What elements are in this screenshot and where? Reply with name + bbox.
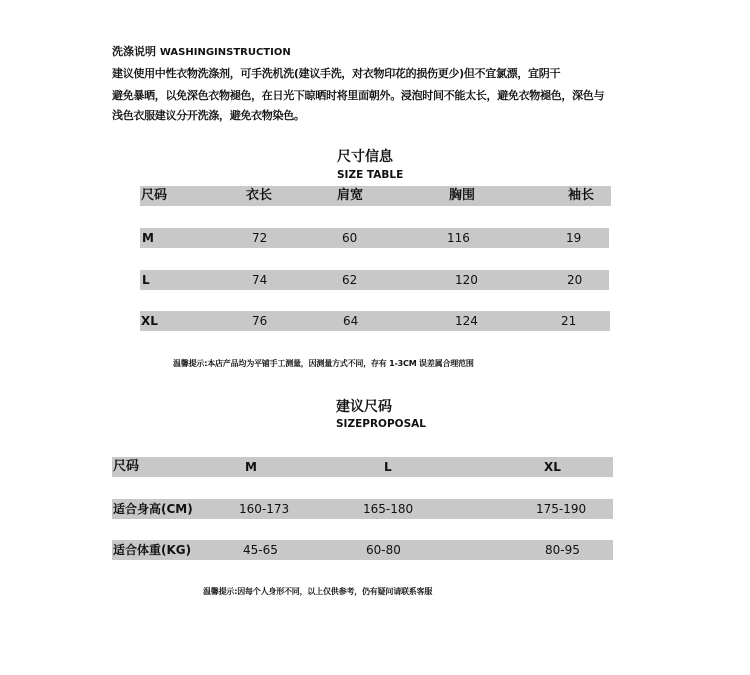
washing-title-en: WASHINGINSTRUCTION	[159, 47, 291, 58]
table-header-cell: 袖长	[568, 188, 595, 203]
table-cell: 45-65	[243, 543, 278, 557]
table-header-cell: 衣长	[246, 188, 273, 203]
table-cell: 62	[342, 273, 358, 287]
table-cell: 74	[252, 273, 268, 287]
size-table-subtitle: SIZE TABLE	[337, 169, 404, 181]
size-table-note: 温馨提示:本店产品均为平铺手工测量，因测量方式不同，存有 1-3CM 误差属合理范围	[173, 359, 474, 368]
table-cell: 120	[455, 273, 478, 287]
table-cell: 60-80	[366, 543, 401, 557]
table-header-cell: XL	[544, 460, 561, 474]
table-cell: 80-95	[545, 543, 580, 557]
table-cell: 60	[342, 231, 358, 245]
table-header-cell: M	[245, 460, 257, 474]
table-header-bar	[112, 457, 613, 477]
table-cell: 72	[252, 231, 268, 245]
table-cell: 175-190	[536, 502, 587, 516]
table-cell: L	[142, 273, 150, 287]
table-cell: 76	[252, 314, 268, 328]
table-cell: 165-180	[363, 502, 414, 516]
size-table-title: 尺寸信息	[337, 149, 393, 165]
table-row	[140, 228, 609, 248]
washing-line: 避免暴晒，以免深色衣物褪色，在日光下晾晒时将里面朝外。浸泡时间不能太长，避免衣物褪色，深色与	[112, 89, 605, 102]
table-header-cell: 胸围	[449, 188, 476, 203]
table-header-cell: L	[384, 460, 392, 474]
size-proposal-title: 建议尺码	[336, 399, 392, 415]
table-header-bar	[140, 186, 611, 206]
table-cell: 160-173	[239, 502, 290, 516]
table-cell: 64	[343, 314, 359, 328]
table-row	[140, 270, 609, 290]
table-cell: 116	[447, 231, 470, 245]
table-cell: 19	[566, 231, 582, 245]
table-header-cell: 肩宽	[337, 188, 364, 203]
table-cell: XL	[141, 314, 158, 328]
washing-title-cn: 洗涤说明	[112, 45, 156, 58]
table-cell: 20	[567, 273, 583, 287]
washing-line: 建议使用中性衣物洗涤剂，可手洗机洗(建议手洗，对衣物印花的损伤更少)但不宜氯漂，宜阴干	[112, 67, 561, 80]
table-cell: 适合体重(KG)	[113, 543, 192, 557]
washing-title	[112, 43, 291, 59]
size-proposal-note: 温馨提示:因每个人身形不同，以上仅供参考，仍有疑问请联系客服	[203, 587, 433, 596]
table-cell: 21	[561, 314, 577, 328]
table-cell: M	[142, 231, 154, 245]
table-cell: 适合身高(CM)	[113, 502, 193, 516]
table-header-cell: 尺码	[113, 459, 140, 474]
table-row	[140, 311, 610, 331]
size-proposal-subtitle: SIZEPROPOSAL	[336, 418, 426, 430]
washing-line: 浅色衣服建议分开洗涤，避免衣物染色。	[112, 109, 305, 122]
table-cell: 124	[455, 314, 478, 328]
table-header-cell: 尺码	[141, 188, 168, 203]
